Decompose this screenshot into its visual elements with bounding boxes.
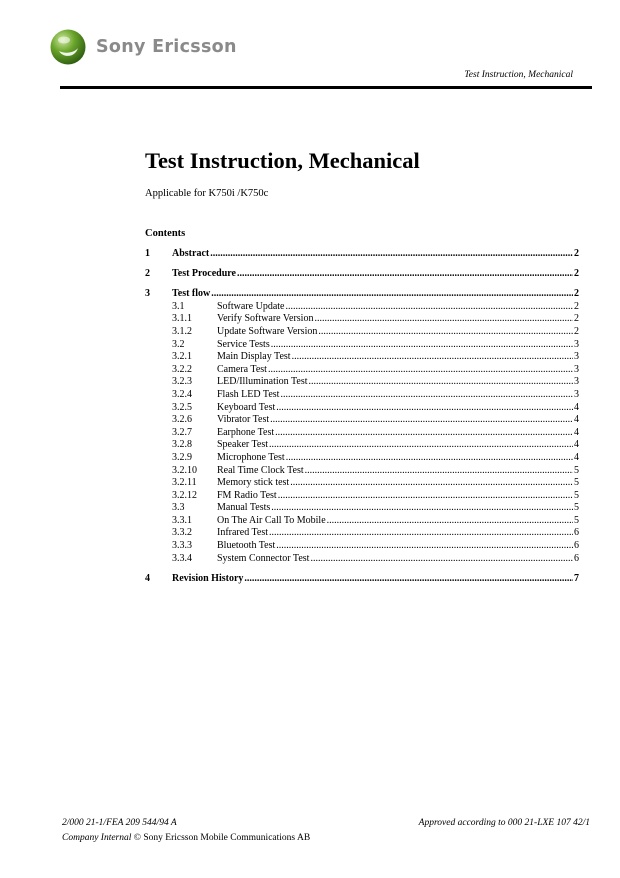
toc-entry-label: Vibrator Test	[217, 414, 270, 426]
toc-entry-label: Flash LED Test	[217, 388, 280, 400]
toc-entry-number: 4	[145, 572, 150, 584]
toc-entry-label: Memory stick test	[217, 477, 290, 489]
toc-entry-number: 3.3.4	[172, 552, 192, 564]
toc-entry-label: Verify Software Version	[217, 313, 314, 325]
toc-leader-dots	[268, 364, 573, 377]
toc-entry-page: 5	[574, 502, 579, 514]
toc-entry-number: 3.1.1	[172, 313, 192, 325]
toc-entry-number: 3.2.10	[172, 464, 197, 476]
toc-entry-label: On The Air Call To Mobile	[217, 514, 326, 526]
toc-entry-page: 5	[574, 489, 579, 501]
footer-company-line	[62, 833, 310, 843]
table-of-contents	[145, 248, 579, 585]
toc-entry[interactable]	[145, 364, 579, 377]
toc-entry[interactable]	[145, 452, 579, 465]
toc-entry[interactable]	[145, 376, 579, 389]
toc-entry[interactable]	[145, 326, 579, 339]
toc-entry-number: 3.2.6	[172, 414, 192, 426]
toc-entry[interactable]	[145, 351, 579, 364]
toc-entry[interactable]	[145, 313, 579, 326]
toc-entry-number: 3.3.3	[172, 540, 192, 552]
toc-leader-dots	[271, 339, 573, 352]
toc-entry-number: 3.1	[172, 300, 185, 312]
toc-entry-label: Test flow	[172, 288, 211, 300]
toc-entry-number: 3.2	[172, 338, 185, 350]
toc-entry-label: Camera Test	[217, 363, 267, 375]
toc-entry-number: 3.2.7	[172, 426, 192, 438]
brand-logo	[49, 28, 237, 66]
toc-leader-dots	[276, 540, 573, 553]
toc-entry[interactable]	[145, 389, 579, 402]
toc-entry[interactable]	[145, 268, 579, 281]
toc-leader-dots	[275, 427, 573, 440]
toc-entry-label: Test Procedure	[172, 268, 236, 280]
toc-entry-page: 2	[574, 313, 579, 325]
toc-entry-page: 4	[574, 426, 579, 438]
toc-entry-page: 3	[574, 338, 579, 350]
toc-entry[interactable]	[145, 490, 579, 503]
toc-entry[interactable]	[145, 515, 579, 528]
toc-leader-dots	[305, 465, 573, 478]
toc-entry-number: 3.3.1	[172, 514, 192, 526]
toc-entry-label: Bluetooth Test	[217, 540, 276, 552]
toc-entry-number: 3.2.3	[172, 376, 192, 388]
toc-entry-page: 2	[574, 248, 579, 259]
toc-entry-page: 6	[574, 540, 579, 552]
toc-entry-label: LED/Illumination Test	[217, 376, 308, 388]
toc-leader-dots	[309, 376, 574, 389]
toc-entry-label: Earphone Test	[217, 426, 275, 438]
toc-entry[interactable]	[145, 439, 579, 452]
contents-heading: Contents	[145, 228, 186, 239]
toc-entry[interactable]	[145, 301, 579, 314]
toc-entry-number: 3	[145, 288, 150, 300]
toc-leader-dots	[292, 351, 573, 364]
toc-entry-page: 5	[574, 464, 579, 476]
toc-entry-number: 2	[145, 268, 150, 280]
toc-leader-dots	[244, 573, 573, 586]
footer-approval: Approved according to 000 21-LXE 107 42/1	[418, 818, 590, 828]
toc-leader-dots	[290, 477, 573, 490]
toc-entry-label: Abstract	[172, 248, 210, 259]
toc-leader-dots	[271, 502, 573, 515]
toc-leader-dots	[285, 301, 573, 314]
toc-entry-label: Infrared Test	[217, 527, 269, 539]
toc-leader-dots	[310, 553, 573, 566]
toc-entry-page: 5	[574, 477, 579, 489]
toc-entry-page: 3	[574, 351, 579, 363]
toc-entry-label: FM Radio Test	[217, 489, 277, 501]
toc-entry[interactable]	[145, 248, 579, 261]
toc-entry[interactable]	[145, 502, 579, 515]
toc-entry-label: System Connector Test	[217, 552, 310, 564]
toc-entry-label: Service Tests	[217, 338, 270, 350]
toc-entry-label: Main Display Test	[217, 351, 291, 363]
toc-entry-number: 3.2.4	[172, 388, 192, 400]
toc-entry-number: 3.3.2	[172, 527, 192, 539]
toc-entry-page: 3	[574, 388, 579, 400]
toc-entry[interactable]	[145, 339, 579, 352]
toc-entry-page: 2	[574, 300, 579, 312]
toc-leader-dots	[269, 527, 573, 540]
toc-entry[interactable]	[145, 414, 579, 427]
toc-leader-dots	[314, 313, 573, 326]
running-header-title: Test Instruction, Mechanical	[464, 70, 573, 80]
toc-entry-page: 3	[574, 363, 579, 375]
toc-entry-page: 7	[574, 572, 579, 584]
toc-entry-page: 4	[574, 414, 579, 426]
toc-entry-number: 3.2.8	[172, 439, 192, 451]
toc-entry-number: 3.2.12	[172, 489, 197, 501]
brand-name: Sony Ericsson	[96, 37, 237, 57]
footer-classification: Company Internal	[62, 833, 132, 843]
toc-leader-dots	[276, 402, 573, 415]
toc-leader-dots	[237, 268, 573, 281]
applicable-models: Applicable for K750i /K750c	[145, 188, 269, 199]
toc-entry-number: 3.1.2	[172, 325, 192, 337]
toc-entry-label: Update Software Version	[217, 325, 318, 337]
document-title: Test Instruction, Mechanical	[145, 148, 420, 173]
toc-entry[interactable]	[145, 288, 579, 301]
toc-entry-number: 3.2.11	[172, 477, 197, 489]
header-divider	[60, 86, 592, 89]
toc-entry-number: 3.2.1	[172, 351, 192, 363]
toc-entry-number: 3.2.2	[172, 363, 192, 375]
toc-entry[interactable]	[145, 465, 579, 478]
toc-entry[interactable]	[145, 427, 579, 440]
toc-entry-page: 6	[574, 552, 579, 564]
toc-entry-label: Manual Tests	[217, 502, 271, 514]
toc-leader-dots	[318, 326, 573, 339]
toc-leader-dots	[278, 490, 573, 503]
toc-leader-dots	[270, 414, 573, 427]
toc-entry-label: Software Update	[217, 300, 285, 312]
toc-entry-label: Speaker Test	[217, 439, 269, 451]
toc-entry-page: 2	[574, 268, 579, 280]
toc-entry[interactable]	[145, 573, 579, 586]
toc-leader-dots	[269, 439, 573, 452]
toc-entry-page: 4	[574, 439, 579, 451]
toc-leader-dots	[211, 288, 573, 301]
toc-entry-number: 1	[145, 248, 150, 259]
toc-entry[interactable]	[145, 527, 579, 540]
toc-entry-page: 5	[574, 514, 579, 526]
sony-ericsson-globe-icon	[49, 28, 87, 66]
toc-leader-dots	[280, 389, 573, 402]
toc-leader-dots	[327, 515, 573, 528]
toc-entry-number: 3.3	[172, 502, 185, 514]
toc-entry-page: 3	[574, 376, 579, 388]
toc-entry[interactable]	[145, 477, 579, 490]
toc-entry-page: 4	[574, 451, 579, 463]
toc-entry-label: Revision History	[172, 572, 244, 584]
toc-leader-dots	[210, 248, 573, 261]
toc-entry-page: 2	[574, 325, 579, 337]
footer-doc-number: 2/000 21-1/FEA 209 544/94 A	[62, 818, 177, 828]
toc-entry-page: 2	[574, 288, 579, 300]
toc-entry-number: 3.2.5	[172, 401, 192, 413]
toc-entry-label: Keyboard Test	[217, 401, 276, 413]
toc-entry[interactable]	[145, 553, 579, 566]
toc-entry-page: 6	[574, 527, 579, 539]
toc-entry[interactable]	[145, 540, 579, 553]
toc-leader-dots	[286, 452, 573, 465]
footer-copyright: © Sony Ericsson Mobile Communications AB	[133, 833, 311, 843]
toc-entry-page: 4	[574, 401, 579, 413]
toc-entry-number: 3.2.9	[172, 451, 192, 463]
toc-entry-label: Microphone Test	[217, 451, 285, 463]
toc-entry-label: Real Time Clock Test	[217, 464, 304, 476]
toc-entry[interactable]	[145, 402, 579, 415]
